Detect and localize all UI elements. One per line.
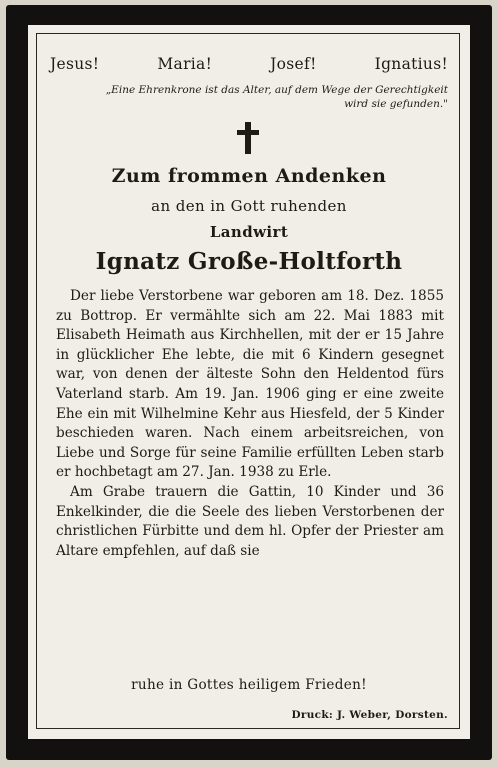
- memorial-subheading: an den in Gott ruhenden: [151, 197, 347, 215]
- memorial-heading: Zum frommen Andenken: [111, 165, 387, 187]
- name-ignatius: Ignatius!: [374, 55, 448, 73]
- closing-blessing: ruhe in Gottes heiligem Frieden!: [131, 677, 367, 693]
- memorial-card-border: [6, 5, 492, 760]
- biography-text: [56, 287, 444, 561]
- scripture-quote: „Eine Ehrenkrone ist das Alter, auf dem Wege der Gerechtigkeit wird sie gefunden.": [105, 84, 448, 110]
- mourners-paragraph: Am Grabe trauern die Gattin, 10 Kinder und 36 Enkelkinder, die die Seele des lieben Verstorbenen der christlichen Fürbitte und dem hl. Opfer der Priester am Altare empfehlen, auf daß sie: [56, 483, 444, 559]
- deceased-name: Ignatz Große-Holtforth: [95, 248, 403, 275]
- memorial-card-paper: [28, 25, 470, 739]
- latin-cross-icon: [233, 121, 263, 155]
- name-jesus: Jesus!: [50, 55, 100, 73]
- holy-names-row: [50, 55, 448, 73]
- occupation-label: Landwirt: [209, 223, 289, 241]
- name-maria: Maria!: [157, 55, 213, 73]
- biography-paragraph: Der liebe Verstorbene war geboren am 18. Dez. 1855 zu Bottrop. Er vermählte sich am 22. Mai 1883 mit Elisabeth Heimath aus Kirchhellen, mit der er 15 Jahre in glücklicher Ehe lebte, die mit 6 Kindern gesegnet war, von denen der älteste Sohn den Heldentod fürs Vaterland starb. Am 19. Jan. 1906 ging er eine zweite Ehe ein mit Wilhelmine Kehr aus Hiesfeld, der 5 Kinder beschieden waren. Nach einem arbeitsreichen, von Liebe und Sorge für seine Familie erfüllten Leben starb er hochbetagt am 27. Jan. 1938 zu Erle.: [56, 288, 444, 481]
- printer-credit: Druck: J. Weber, Dorsten.: [291, 709, 448, 721]
- name-josef: Josef!: [270, 55, 317, 73]
